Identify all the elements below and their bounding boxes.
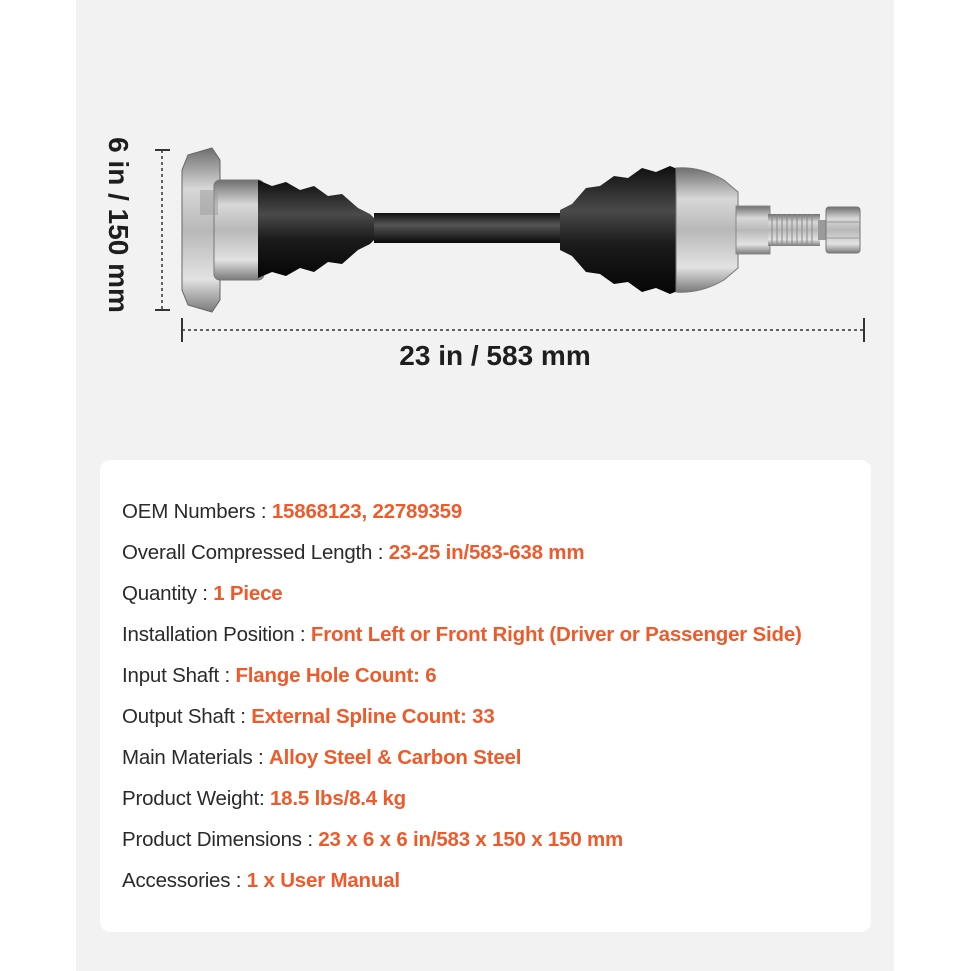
spec-row-accessories bbox=[122, 869, 802, 910]
height-dimension-line bbox=[155, 150, 170, 310]
cv-axle-image bbox=[0, 0, 970, 440]
spec-value: 23 x 6 x 6 in/583 x 150 x 150 mm bbox=[318, 828, 624, 851]
spec-value: Alloy Steel & Carbon Steel bbox=[268, 746, 522, 769]
spec-value: Flange Hole Count: 6 bbox=[235, 664, 437, 687]
spec-value: External Spline Count: 33 bbox=[251, 705, 495, 728]
spec-value: 23-25 in/583-638 mm bbox=[388, 541, 585, 564]
spec-row-oem-numbers bbox=[122, 500, 802, 541]
outer-boot bbox=[560, 166, 680, 294]
length-dimension-label: 23 in / 583 mm bbox=[399, 340, 591, 371]
axle-shaft bbox=[374, 213, 564, 243]
spec-row-installation-position bbox=[122, 623, 802, 664]
spec-list bbox=[122, 500, 802, 910]
spec-value: 1 Piece bbox=[213, 582, 283, 605]
spec-value: 18.5 lbs/8.4 kg bbox=[269, 787, 406, 810]
spec-row-output-shaft bbox=[122, 705, 802, 746]
spec-label: OEM Numbers : bbox=[122, 500, 272, 523]
spec-value: 15868123, 22789359 bbox=[271, 500, 463, 523]
inner-boot bbox=[258, 180, 376, 278]
spec-label: Product Weight: bbox=[122, 787, 270, 810]
spec-value: Front Left or Front Right (Driver or Passenger Side) bbox=[310, 623, 802, 646]
spec-label: Installation Position : bbox=[122, 623, 311, 646]
axle-nut bbox=[818, 207, 860, 253]
spec-label: Overall Compressed Length : bbox=[122, 541, 389, 564]
inner-flange bbox=[182, 148, 264, 312]
spec-row-main-materials bbox=[122, 746, 802, 787]
outer-joint-housing bbox=[676, 168, 770, 293]
spec-label: Accessories : bbox=[122, 869, 247, 892]
spec-row-compressed-length bbox=[122, 541, 802, 582]
spec-card bbox=[100, 460, 871, 932]
spec-label: Main Materials : bbox=[122, 746, 269, 769]
length-dimension-line bbox=[182, 318, 864, 342]
spec-row-input-shaft bbox=[122, 664, 802, 705]
spec-row-quantity bbox=[122, 582, 802, 623]
spline-shaft bbox=[768, 214, 820, 246]
spec-row-product-weight bbox=[122, 787, 802, 828]
spec-label: Product Dimensions : bbox=[122, 828, 319, 851]
spec-label: Input Shaft : bbox=[122, 664, 236, 687]
height-dimension-label: 6 in / 150 mm bbox=[103, 137, 134, 313]
spec-value: 1 x User Manual bbox=[246, 869, 400, 892]
spec-label: Output Shaft : bbox=[122, 705, 252, 728]
spec-row-product-dimensions bbox=[122, 828, 802, 869]
spec-label: Quantity : bbox=[122, 582, 214, 605]
